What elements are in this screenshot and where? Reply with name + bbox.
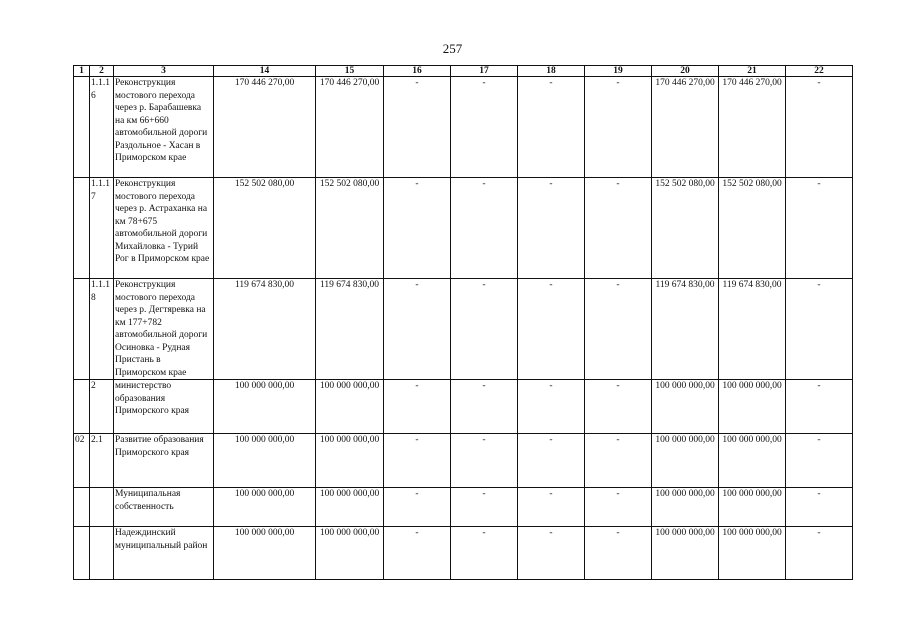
- cell-col14: 100 000 000,00: [214, 527, 316, 580]
- cell-col17: -: [451, 279, 518, 380]
- cell-col2: [90, 527, 114, 580]
- cell-col22: -: [786, 488, 853, 527]
- cell-col17: -: [451, 178, 518, 279]
- cell-col1: 02: [74, 434, 90, 488]
- cell-col22: -: [786, 434, 853, 488]
- table-row: [74, 488, 853, 527]
- column-header: 3: [114, 66, 214, 77]
- cell-col1: [74, 380, 90, 434]
- column-header: 16: [384, 66, 451, 77]
- cell-col19: -: [585, 527, 652, 580]
- cell-col1: [74, 279, 90, 380]
- cell-col17: -: [451, 77, 518, 178]
- cell-col15: 119 674 830,00: [316, 279, 384, 380]
- cell-col2: 2.1: [90, 434, 114, 488]
- cell-col16: -: [384, 527, 451, 580]
- cell-col19: -: [585, 77, 652, 178]
- cell-col1: [74, 527, 90, 580]
- cell-col17: -: [451, 380, 518, 434]
- cell-col18: -: [518, 434, 585, 488]
- cell-col17: -: [451, 434, 518, 488]
- cell-col16: -: [384, 77, 451, 178]
- cell-col1: [74, 77, 90, 178]
- cell-col21: 100 000 000,00: [719, 434, 786, 488]
- cell-col18: -: [518, 488, 585, 527]
- column-header: 18: [518, 66, 585, 77]
- cell-col2: 2: [90, 380, 114, 434]
- column-header: 20: [652, 66, 719, 77]
- cell-col3: Муниципальная собственность: [114, 488, 214, 527]
- cell-col3: Реконструкция мостового перехода через р. Барабашевка на км 66+660 автомобильной дороги Раздольное - Хасан в Приморском крае: [114, 77, 214, 178]
- cell-col18: -: [518, 527, 585, 580]
- cell-col19: -: [585, 488, 652, 527]
- cell-col1: [74, 488, 90, 527]
- column-header: 1: [74, 66, 90, 77]
- cell-col21: 100 000 000,00: [719, 527, 786, 580]
- cell-col21: 119 674 830,00: [719, 279, 786, 380]
- column-header: 2: [90, 66, 114, 77]
- cell-col3: Реконструкция мостового перехода через р. Астраханка на км 78+675 автомобильной дороги Михайловка - Турий Рог в Приморском крае: [114, 178, 214, 279]
- cell-col22: -: [786, 77, 853, 178]
- cell-col20: 152 502 080,00: [652, 178, 719, 279]
- cell-col20: 100 000 000,00: [652, 488, 719, 527]
- cell-col14: 100 000 000,00: [214, 380, 316, 434]
- cell-col14: 170 446 270,00: [214, 77, 316, 178]
- cell-col21: 100 000 000,00: [719, 488, 786, 527]
- cell-col14: 100 000 000,00: [214, 488, 316, 527]
- column-header: 15: [316, 66, 384, 77]
- table-row: [74, 380, 853, 434]
- cell-col16: -: [384, 380, 451, 434]
- cell-col21: 100 000 000,00: [719, 380, 786, 434]
- cell-col19: -: [585, 279, 652, 380]
- cell-col20: 100 000 000,00: [652, 527, 719, 580]
- cell-col14: 119 674 830,00: [214, 279, 316, 380]
- cell-col15: 100 000 000,00: [316, 434, 384, 488]
- column-header: 21: [719, 66, 786, 77]
- table-row: [74, 178, 853, 279]
- cell-col17: -: [451, 527, 518, 580]
- cell-col19: -: [585, 380, 652, 434]
- cell-col3: министерство образования Приморского края: [114, 380, 214, 434]
- cell-col18: -: [518, 279, 585, 380]
- cell-col22: -: [786, 279, 853, 380]
- cell-col22: -: [786, 527, 853, 580]
- cell-col2: 1.1.16: [90, 77, 114, 178]
- cell-col2: [90, 488, 114, 527]
- cell-col14: 100 000 000,00: [214, 434, 316, 488]
- cell-col15: 100 000 000,00: [316, 488, 384, 527]
- table-row: [74, 77, 853, 178]
- column-header: 14: [214, 66, 316, 77]
- cell-col22: -: [786, 380, 853, 434]
- table-row: [74, 434, 853, 488]
- cell-col15: 152 502 080,00: [316, 178, 384, 279]
- cell-col16: -: [384, 488, 451, 527]
- cell-col16: -: [384, 178, 451, 279]
- cell-col20: 100 000 000,00: [652, 380, 719, 434]
- cell-col20: 170 446 270,00: [652, 77, 719, 178]
- cell-col16: -: [384, 434, 451, 488]
- cell-col22: -: [786, 178, 853, 279]
- cell-col20: 100 000 000,00: [652, 434, 719, 488]
- cell-col15: 100 000 000,00: [316, 380, 384, 434]
- page-number: 257: [442, 41, 463, 56]
- column-header: 19: [585, 66, 652, 77]
- column-header: 17: [451, 66, 518, 77]
- cell-col19: -: [585, 178, 652, 279]
- cell-col15: 170 446 270,00: [316, 77, 384, 178]
- cell-col15: 100 000 000,00: [316, 527, 384, 580]
- cell-col20: 119 674 830,00: [652, 279, 719, 380]
- budget-table: [73, 65, 853, 580]
- cell-col3: Реконструкция мостового перехода через р. Дегтяревка на км 177+782 автомобильной дороги Осиновка - Рудная Пристань в Приморском крае: [114, 279, 214, 380]
- cell-col17: -: [451, 488, 518, 527]
- cell-col1: [74, 178, 90, 279]
- cell-col18: -: [518, 77, 585, 178]
- cell-col18: -: [518, 380, 585, 434]
- cell-col2: 1.1.18: [90, 279, 114, 380]
- header-row: [74, 66, 853, 77]
- cell-col19: -: [585, 434, 652, 488]
- cell-col21: 170 446 270,00: [719, 77, 786, 178]
- cell-col3: Развитие образования Приморского края: [114, 434, 214, 488]
- cell-col3: Надеждинский муниципальный район: [114, 527, 214, 580]
- table-row: [74, 279, 853, 380]
- cell-col16: -: [384, 279, 451, 380]
- column-header: 22: [786, 66, 853, 77]
- cell-col2: 1.1.17: [90, 178, 114, 279]
- cell-col18: -: [518, 178, 585, 279]
- table-row: [74, 527, 853, 580]
- cell-col21: 152 502 080,00: [719, 178, 786, 279]
- cell-col14: 152 502 080,00: [214, 178, 316, 279]
